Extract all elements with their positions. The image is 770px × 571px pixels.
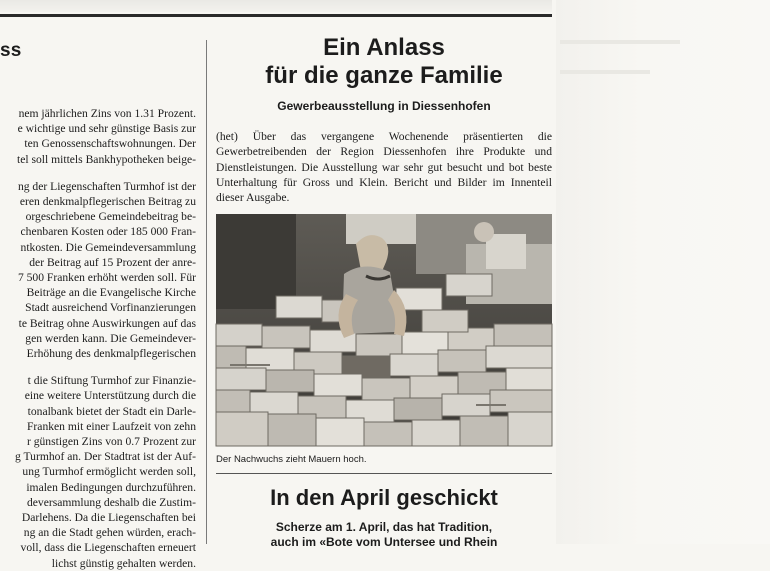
left-article-line: eine weitere Unterstützung durch die (24, 389, 196, 403)
bleed-through-strip (0, 0, 552, 12)
section-rule (216, 473, 552, 474)
main-lead-paragraph: (het) Über das vergangene Wochenende präsentierten die Gewerbetreibenden der Region Diessenhofen ihre Produkte und Dienstleistungen. Die Ausstellung war sehr gut besucht und bot beste Unterhaltung für Gross und Klein. Bericht und Bilder im Innenteil dieser Ausgabe. (216, 130, 552, 205)
left-article-line: tel soll mittels Bankhypotheken beige- (16, 152, 196, 166)
left-article-line: imalen Bedingungen durchzuführen. (26, 480, 196, 494)
left-article-line: 7 500 Franken erhöht werden soll. Für (17, 271, 196, 285)
left-article-line: ng an die Stadt gehen würden, erach- (23, 526, 196, 540)
top-rule (0, 14, 552, 17)
main-subheadline: Gewerbeausstellung in Diessenhofen (277, 99, 491, 113)
left-article-line: Erhöhung des denkmalpflegerischen (26, 347, 196, 361)
main-headline (216, 34, 552, 90)
left-article-line: chenbaren Kosten oder 185 000 Fran- (20, 225, 196, 239)
article-photo (216, 214, 552, 446)
left-article-line: t die Stiftung Turmhof zur Finanzie- (27, 374, 196, 388)
second-subheadline (216, 520, 552, 550)
left-article-body (0, 106, 196, 571)
photo-caption: Der Nachwuchs zieht Mauern hoch. (216, 454, 367, 465)
left-article-line: der Beitrag auf 15 Prozent der anre- (29, 255, 196, 269)
left-article-line: nem jährlichen Zins von 1.31 Prozent. (18, 107, 196, 120)
second-subheadline-line-2: auch im «Bote vom Untersee und Rhein (270, 535, 498, 549)
left-article-line: ng der Liegenschaften Turmhof ist der (17, 179, 196, 193)
left-article-line: r günstigen Zins von 0.7 Prozent zur (26, 435, 196, 449)
left-article-line: tonalbank bietet der Stadt ein Darle- (27, 404, 196, 418)
left-article-line: eren denkmalpflegerischen Beitrag zu (19, 195, 196, 209)
left-article-line: ntkosten. Die Gemeindeversammlung (20, 240, 196, 254)
left-article-line: lichst günstig gehalten werden. (51, 556, 196, 570)
left-article-line: te Beitrag ohne Auswirkungen auf das (18, 316, 196, 330)
faint-line (560, 40, 680, 44)
left-article (0, 24, 200, 570)
second-subheadline-line-1: Scherze am 1. April, das hat Tradition, (275, 520, 493, 534)
second-headline: In den April geschickt (270, 485, 498, 510)
left-article-line: voll, dass die Liegenschaften erneuert (20, 541, 196, 555)
left-article-line: deversammlung deshalb die Zustim- (26, 495, 196, 509)
left-article-line: ten Genossenschaftswohnungen. Der (24, 137, 196, 151)
left-article-line: Stadt ausreichend Vorfinanzierungen (25, 301, 196, 315)
left-article-line: orgeschriebene Gemeindebeitrag be- (25, 210, 196, 224)
left-article-line: gen werden kann. Die Gemeindever- (25, 331, 196, 345)
left-article-line: ung Turmhof ermöglicht werden soll, (22, 465, 196, 479)
left-article-line: e wichtige und sehr günstige Basis zur (17, 122, 196, 136)
headline-line-2: für die ganze Familie (265, 62, 503, 89)
headline-line-1: Ein Anlass (323, 34, 445, 61)
column-divider (206, 40, 207, 544)
left-article-line: g Turmhof an. Der Stadtrat ist der Auf- (15, 450, 196, 464)
left-article-line: Beiträge an die Evangelische Kirche (26, 286, 196, 300)
left-headline-fragment: ss (0, 40, 22, 61)
main-article (216, 24, 552, 549)
faint-line (560, 70, 650, 74)
blank-margin (556, 0, 770, 544)
left-article-line: Franken mit einer Laufzeit von zehn (26, 419, 196, 433)
photo-child-building-brick-wall (216, 214, 552, 446)
left-article-line: Darlehens. Da die Liegenschaften bei (21, 511, 196, 525)
